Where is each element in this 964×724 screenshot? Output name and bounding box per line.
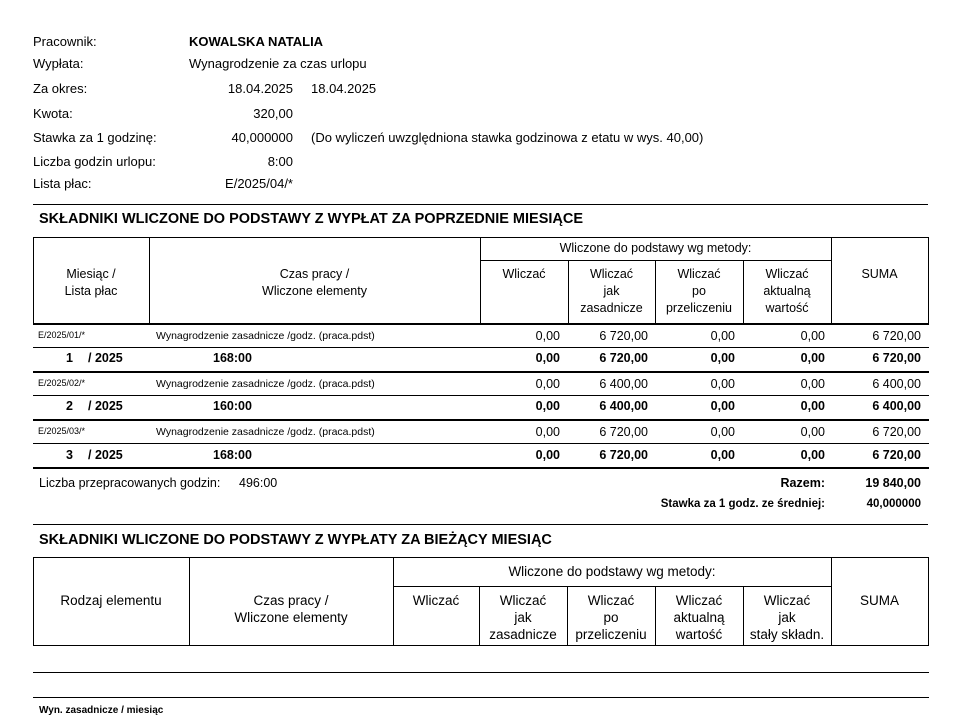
vacation-hours-value: 8:00 <box>267 154 293 169</box>
s2-col-incl: Wliczać <box>412 593 460 608</box>
row-v2: 6 720,00 <box>599 425 648 439</box>
s2-col-actual: Wliczać aktualną wartość <box>673 593 725 642</box>
s2-vline-right <box>928 557 929 646</box>
section2-title: SKŁADNIKI WLICZONE DO PODSTAWY Z WYPŁATY ZA BIEŻĄCY MIESIĄC <box>39 532 552 548</box>
s2-col-as-base: Wliczać jak zasadnicze <box>489 593 557 642</box>
worked-hours-value: 496:00 <box>239 476 278 490</box>
row-v2: 6 720,00 <box>599 329 648 343</box>
s2-col-sum: SUMA <box>859 593 899 608</box>
section2-top-rule <box>33 524 928 525</box>
s1-col-actual: Wliczać aktualną wartość <box>763 267 811 315</box>
s2-col-time: Czas pracy / Wliczone elementy <box>234 593 348 625</box>
total-label: Razem: <box>780 476 825 490</box>
avg-rate-value: 40,000000 <box>866 498 921 510</box>
s1-col-month: Miesiąc / Lista płac <box>64 267 118 298</box>
s2-table-top <box>33 557 929 558</box>
row-t3: 0,00 <box>710 399 735 413</box>
row-year: / 2025 <box>88 351 123 365</box>
s1-col-sum: SUMA <box>861 267 898 281</box>
s1-header-bottom <box>33 323 929 325</box>
row-v1: 0,00 <box>535 329 560 343</box>
row-v3: 0,00 <box>710 329 735 343</box>
rate-label: Stawka za 1 godzinę: <box>33 130 157 145</box>
row-v3: 0,00 <box>710 425 735 439</box>
s2-group-line <box>393 586 832 587</box>
s2-header-bottom <box>33 645 929 646</box>
s1-table-top <box>33 237 929 238</box>
row-hours: 168:00 <box>213 448 252 462</box>
row-v3: 0,00 <box>710 377 735 391</box>
s1-col-incl: Wliczać <box>502 267 546 281</box>
row-t3: 0,00 <box>710 351 735 365</box>
amount-label: Kwota: <box>33 106 73 121</box>
row-t4: 0,00 <box>800 351 825 365</box>
section1-top-rule <box>33 204 928 205</box>
worked-hours-label: Liczba przepracowanych godzin: <box>39 476 221 490</box>
row-month: 3 <box>66 448 73 462</box>
s2-col-recalc: Wliczać po przeliczeniu <box>575 593 647 642</box>
row-t4: 0,00 <box>800 448 825 462</box>
row-hours: 168:00 <box>213 351 252 365</box>
row-element: Wynagrodzenie zasadnicze /godz. (praca.pdst) <box>156 426 375 438</box>
amount-value: 320,00 <box>253 106 293 121</box>
row-v1: 0,00 <box>535 425 560 439</box>
row-month: 2 <box>66 399 73 413</box>
row-list: E/2025/01/* <box>38 330 86 340</box>
rate-note: (Do wyliczeń uwzględniona stawka godzinowa z etatu w wys. 40,00) <box>311 130 704 145</box>
payout-value: Wynagrodzenie za czas urlopu <box>189 56 367 71</box>
row-list: E/2025/02/* <box>38 378 86 388</box>
payroll-list-value: E/2025/04/* <box>225 176 293 191</box>
row-t1: 0,00 <box>535 448 560 462</box>
s1-group-header: Wliczone do podstawy wg metody: <box>559 241 752 255</box>
row-v5: 6 720,00 <box>872 425 921 439</box>
row-v5: 6 720,00 <box>872 329 921 343</box>
s2-col-kind: Rodzaj elementu <box>60 593 162 608</box>
group-line <box>33 371 929 373</box>
row-t2: 6 400,00 <box>599 399 648 413</box>
row-t1: 0,00 <box>535 399 560 413</box>
subtotal-row-line <box>33 347 929 348</box>
row-v4: 0,00 <box>800 377 825 391</box>
row-t5: 6 720,00 <box>872 351 921 365</box>
period-from: 18.04.2025 <box>227 81 293 96</box>
s1-col-as-base: Wliczać jak zasadnicze <box>580 267 643 315</box>
subtotal-row-line <box>33 395 929 396</box>
avg-rate-label: Stawka za 1 godz. ze średniej: <box>660 498 825 510</box>
rate-value: 40,000000 <box>231 130 293 145</box>
row-t3: 0,00 <box>710 448 735 462</box>
row-list: E/2025/03/* <box>38 426 86 436</box>
row-element: Wynagrodzenie zasadnicze /godz. (praca.pdst) <box>156 330 375 342</box>
group-line <box>33 467 929 469</box>
s1-col-time: Czas pracy / Wliczone elementy <box>262 267 367 298</box>
s2-group-header: Wliczone do podstawy wg metody: <box>508 564 716 579</box>
employee-label: Pracownik: <box>33 34 97 49</box>
s2-empty-row-line <box>33 672 929 673</box>
subtotal-row-line <box>33 443 929 444</box>
s2-col-fixed: Wliczać jak stały składn. <box>749 593 825 642</box>
row-year: / 2025 <box>88 448 123 462</box>
s1-col-recalc: Wliczać po przeliczeniu <box>665 267 732 315</box>
row-t2: 6 720,00 <box>599 351 648 365</box>
vacation-hours-label: Liczba godzin urlopu: <box>33 154 156 169</box>
row-element: Wynagrodzenie zasadnicze /godz. (praca.pdst) <box>156 378 375 390</box>
row-month: 1 <box>66 351 73 365</box>
row-year: / 2025 <box>88 399 123 413</box>
employee-name: KOWALSKA NATALIA <box>189 34 324 49</box>
group-line <box>33 419 929 421</box>
row-t2: 6 720,00 <box>599 448 648 462</box>
row-t1: 0,00 <box>535 351 560 365</box>
s1-vline-right <box>928 237 929 324</box>
s2-footer-row-label: Wyn. zasadnicze / miesiąc <box>39 705 164 716</box>
payroll-list-label: Lista płac: <box>33 176 92 191</box>
period-label: Za okres: <box>33 81 88 96</box>
row-v2: 6 400,00 <box>599 377 648 391</box>
section1-title: SKŁADNIKI WLICZONE DO PODSTAWY Z WYPŁAT ZA POPRZEDNIE MIESIĄCE <box>39 211 584 227</box>
row-v1: 0,00 <box>535 377 560 391</box>
row-v5: 6 400,00 <box>872 377 921 391</box>
s1-group-line <box>480 260 832 261</box>
total-value: 19 840,00 <box>865 476 921 490</box>
row-v4: 0,00 <box>800 425 825 439</box>
row-t4: 0,00 <box>800 399 825 413</box>
payout-label: Wypłata: <box>33 56 84 71</box>
row-t5: 6 400,00 <box>872 399 921 413</box>
period-to: 18.04.2025 <box>311 81 377 96</box>
row-t5: 6 720,00 <box>872 448 921 462</box>
row-v4: 0,00 <box>800 329 825 343</box>
row-hours: 160:00 <box>213 399 252 413</box>
s2-row-line <box>33 697 929 698</box>
